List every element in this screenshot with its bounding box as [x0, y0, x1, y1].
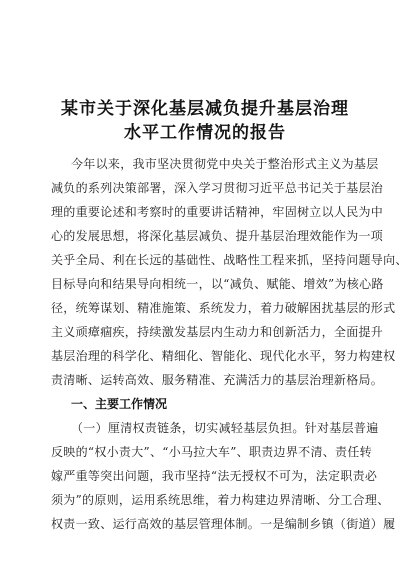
document-title-line-1: 某市关于深化基层减负提升基层治理 — [61, 99, 349, 119]
paragraph-line: 径，统筹谋划、精准施策、系统发力，着力破解困扰基层的形式 — [51, 301, 396, 315]
document-title-line-2: 水平工作情况的报告 — [124, 123, 286, 143]
section-heading: 一、主要工作情况 — [71, 397, 168, 411]
paragraph-line: 主义顽瘴痼疾，持续激发基层内生动力和创新活力，全面提升 — [51, 325, 384, 339]
paragraph-line: 今年以来，我市坚决贯彻党中央关于整治形式主义为基层 — [71, 157, 379, 171]
paragraph-line: 理的重要论述和考察时的重要讲话精神，牢固树立以人民为中 — [51, 205, 384, 219]
paragraph-line: 心的发展思想，将深化基层减负、提升基层治理效能作为一项 — [51, 229, 384, 243]
paragraph-line: 嫁严重等突出问题，我市坚持“法无授权不可为，法定职责必 — [51, 469, 378, 483]
paragraph-line: 责清晰、运转高效、服务精准、充满活力的基层治理新格局。 — [51, 373, 384, 387]
paragraph-line: 权责一致、运行高效的基层管理体制。一是编制乡镇（街道）履 — [51, 517, 396, 531]
paragraph-line: 减负的系列决策部署，深入学习贯彻习近平总书记关于基层治 — [51, 181, 384, 195]
paragraph-line: 基层治理的科学化、精细化、智能化、现代化水平，努力构建权 — [51, 349, 396, 363]
paragraph-line: 须为”的原则，运用系统思维，着力构建边界清晰、分工合理、 — [51, 493, 390, 507]
paragraph-line: （一）厘清权责链条，切实减轻基层负担。针对基层普遍 — [71, 421, 379, 435]
paragraph-line: 反映的“权小责大”、“小马拉大车”、职责边界不清、责任转 — [51, 445, 372, 459]
paragraph-line: 关乎全局、利在长远的基础性、战略性工程来抓，坚持问题导向、 — [51, 253, 408, 267]
paragraph-line: 目标导向和结果导向相统一，以“减负、赋能、增效”为核心路 — [51, 277, 384, 291]
